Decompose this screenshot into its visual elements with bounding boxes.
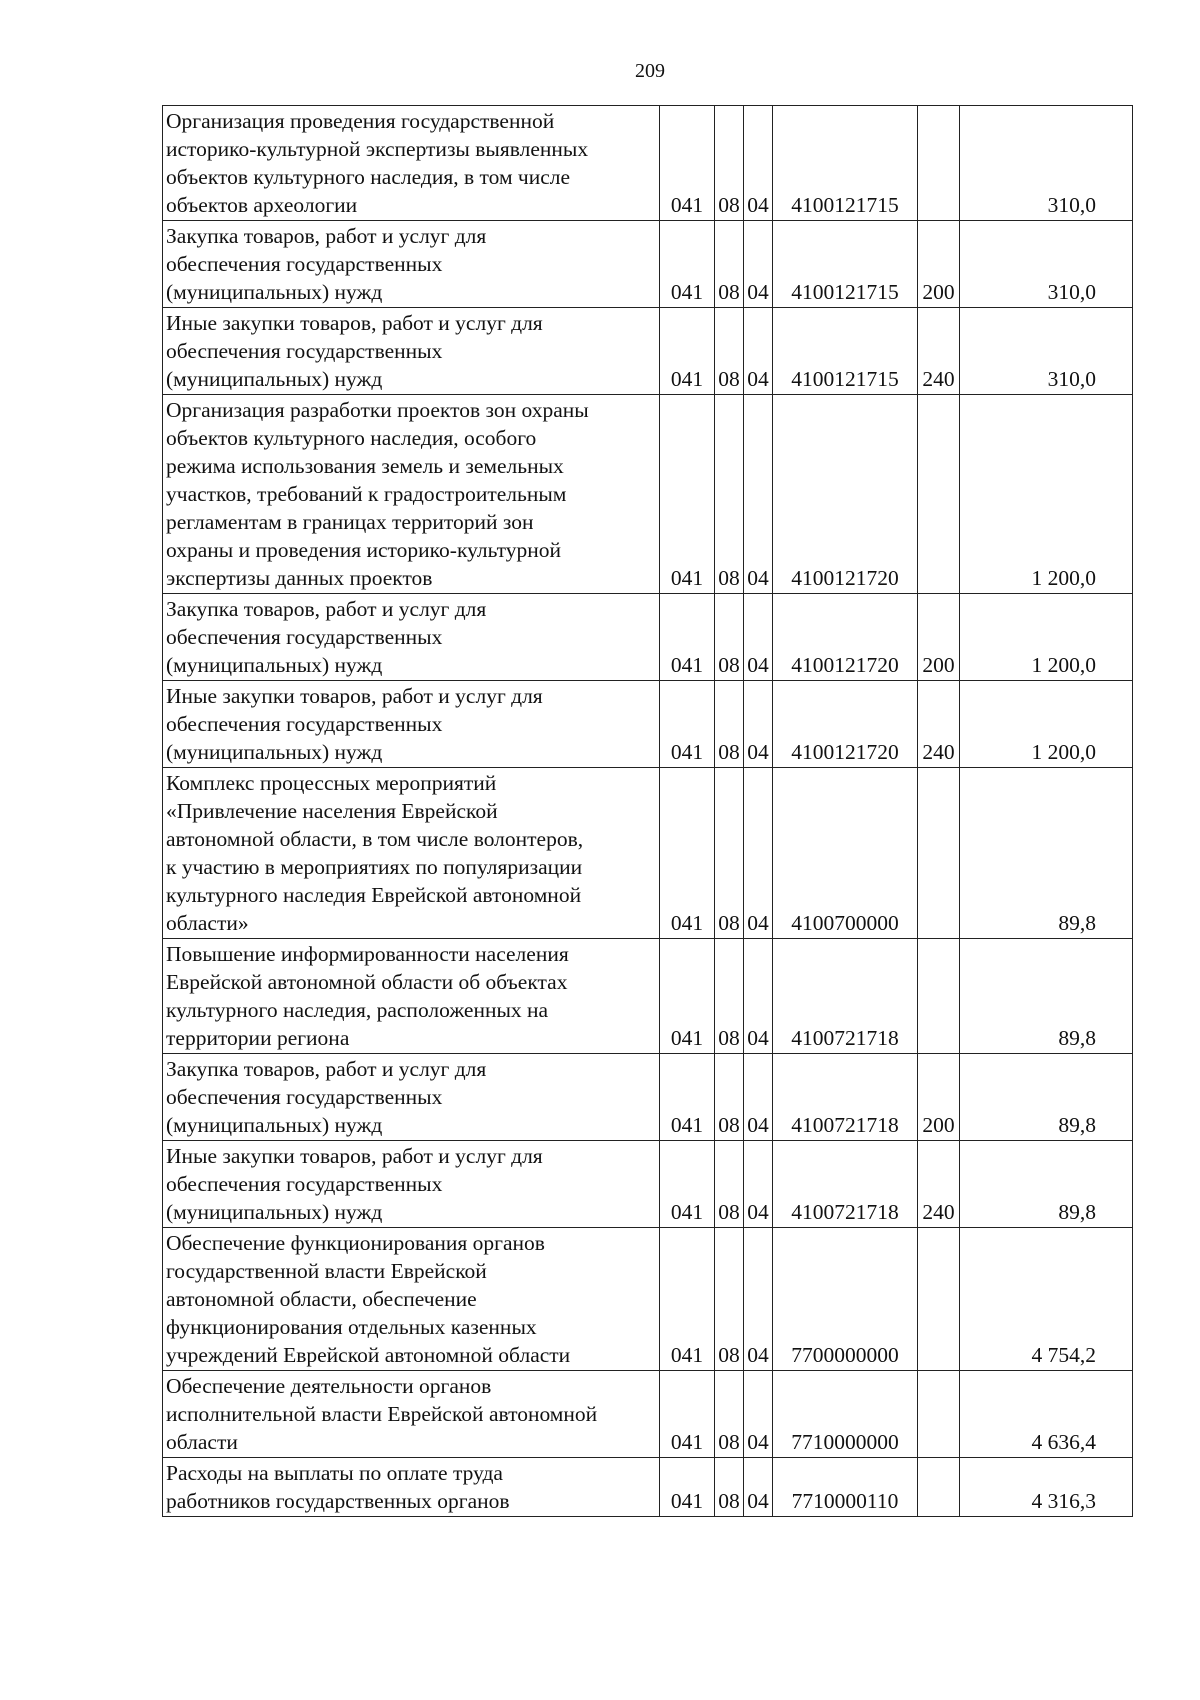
target-article-code: 4100721718: [773, 939, 918, 1054]
subsection-code: 04: [744, 221, 773, 308]
department-code: 041: [660, 221, 715, 308]
section-code: 08: [715, 681, 744, 768]
department-code: 041: [660, 939, 715, 1054]
expense-name-line: историко-культурной экспертизы выявленных: [166, 137, 589, 161]
department-code: 041: [660, 594, 715, 681]
subsection-code: 04: [744, 939, 773, 1054]
expense-name-line: исполнительной власти Еврейской автономной: [166, 1402, 598, 1426]
expense-name-line: Закупка товаров, работ и услуг для: [166, 224, 487, 248]
target-article-code: 4100121720: [773, 395, 918, 594]
target-article-code: 4100121720: [773, 681, 918, 768]
table-row: [163, 939, 1133, 1054]
expense-name: [163, 768, 660, 939]
expense-type-code: 200: [918, 594, 960, 681]
expense-name-line: Иные закупки товаров, работ и услуг для: [166, 311, 543, 335]
department-code: 041: [660, 1371, 715, 1458]
expense-name-line: обеспечения государственных: [166, 712, 443, 736]
expense-name-line: экспертизы данных проектов: [166, 566, 433, 590]
amount: 1 200,0: [960, 594, 1133, 681]
target-article-code: 4100121715: [773, 308, 918, 395]
department-code: 041: [660, 395, 715, 594]
expense-name-line: работников государственных органов: [166, 1489, 510, 1513]
expense-name-line: (муниципальных) нужд: [166, 740, 383, 764]
table-row: [163, 681, 1133, 768]
expense-name-line: учреждений Еврейской автономной области: [166, 1343, 571, 1367]
amount: 310,0: [960, 106, 1133, 221]
subsection-code: 04: [744, 1228, 773, 1371]
section-code: 08: [715, 395, 744, 594]
expense-name-line: автономной области, в том числе волонтеров,: [166, 827, 584, 851]
expense-name-line: объектов культурного наследия, в том числе: [166, 165, 571, 189]
expense-name-line: Расходы на выплаты по оплате труда: [166, 1461, 503, 1485]
department-code: 041: [660, 1458, 715, 1517]
expense-name-line: режима использования земель и земельных: [166, 454, 564, 478]
expense-name-line: Иные закупки товаров, работ и услуг для: [166, 1144, 543, 1168]
expense-name: [163, 681, 660, 768]
expense-name-line: области: [166, 1430, 238, 1454]
expense-name: [163, 1371, 660, 1458]
subsection-code: 04: [744, 1141, 773, 1228]
expense-name: [163, 1054, 660, 1141]
page-number: 209: [635, 60, 665, 82]
expense-type-code: 240: [918, 308, 960, 395]
target-article-code: 7710000110: [773, 1458, 918, 1517]
target-article-code: 7700000000: [773, 1228, 918, 1371]
table-row: [163, 1458, 1133, 1517]
expense-name: [163, 395, 660, 594]
expense-type-code: [918, 1228, 960, 1371]
table-row: [163, 768, 1133, 939]
expense-name-line: обеспечения государственных: [166, 339, 443, 363]
expense-name-line: области»: [166, 911, 249, 935]
table-row: [163, 594, 1133, 681]
department-code: 041: [660, 1141, 715, 1228]
expense-type-code: 200: [918, 221, 960, 308]
expense-type-code: 200: [918, 1054, 960, 1141]
subsection-code: 04: [744, 106, 773, 221]
table-row: [163, 395, 1133, 594]
amount: 4 636,4: [960, 1371, 1133, 1458]
amount: 310,0: [960, 308, 1133, 395]
section-code: 08: [715, 1141, 744, 1228]
target-article-code: 4100721718: [773, 1054, 918, 1141]
expense-type-code: [918, 1458, 960, 1517]
target-article-code: 7710000000: [773, 1371, 918, 1458]
amount: 1 200,0: [960, 395, 1133, 594]
amount: 1 200,0: [960, 681, 1133, 768]
expense-name-line: Организация разработки проектов зон охраны: [166, 398, 589, 422]
expense-name-line: территории региона: [166, 1026, 350, 1050]
expense-name-line: (муниципальных) нужд: [166, 1200, 383, 1224]
expense-name: [163, 939, 660, 1054]
section-code: 08: [715, 939, 744, 1054]
expense-name: [163, 106, 660, 221]
budget-table: [162, 105, 1133, 1517]
section-code: 08: [715, 594, 744, 681]
amount: 89,8: [960, 1054, 1133, 1141]
amount: 4 316,3: [960, 1458, 1133, 1517]
expense-name-line: Закупка товаров, работ и услуг для: [166, 1057, 487, 1081]
expense-name-line: Обеспечение функционирования органов: [166, 1231, 545, 1255]
department-code: 041: [660, 681, 715, 768]
department-code: 041: [660, 308, 715, 395]
section-code: 08: [715, 1371, 744, 1458]
section-code: 08: [715, 221, 744, 308]
table-row: [163, 1141, 1133, 1228]
amount: 310,0: [960, 221, 1133, 308]
amount: 89,8: [960, 939, 1133, 1054]
expense-type-code: [918, 395, 960, 594]
expense-name-line: объектов культурного наследия, особого: [166, 426, 537, 450]
expense-name-line: (муниципальных) нужд: [166, 653, 383, 677]
section-code: 08: [715, 106, 744, 221]
expense-name-line: Повышение информированности населения: [166, 942, 569, 966]
expense-name-line: функционирования отдельных казенных: [166, 1315, 537, 1339]
expense-type-code: [918, 106, 960, 221]
target-article-code: 4100721718: [773, 1141, 918, 1228]
expense-name-line: (муниципальных) нужд: [166, 280, 383, 304]
amount: 89,8: [960, 1141, 1133, 1228]
expense-name-line: Организация проведения государственной: [166, 109, 555, 133]
expense-name-line: культурного наследия Еврейской автономной: [166, 883, 582, 907]
target-article-code: 4100121715: [773, 106, 918, 221]
subsection-code: 04: [744, 768, 773, 939]
expense-name: [163, 308, 660, 395]
expense-type-code: 240: [918, 1141, 960, 1228]
section-code: 08: [715, 768, 744, 939]
table-row: [163, 106, 1133, 221]
expense-name-line: объектов археологии: [166, 193, 358, 217]
department-code: 041: [660, 106, 715, 221]
expense-name-line: автономной области, обеспечение: [166, 1287, 477, 1311]
expense-name: [163, 1458, 660, 1517]
expense-name-line: Обеспечение деятельности органов: [166, 1374, 492, 1398]
subsection-code: 04: [744, 681, 773, 768]
expense-name-line: (муниципальных) нужд: [166, 1113, 383, 1137]
subsection-code: 04: [744, 1054, 773, 1141]
department-code: 041: [660, 1054, 715, 1141]
table-row: [163, 1371, 1133, 1458]
target-article-code: 4100121715: [773, 221, 918, 308]
section-code: 08: [715, 1458, 744, 1517]
expense-name-line: обеспечения государственных: [166, 252, 443, 276]
amount: 4 754,2: [960, 1228, 1133, 1371]
expense-type-code: [918, 768, 960, 939]
department-code: 041: [660, 768, 715, 939]
table-row: [163, 308, 1133, 395]
table-row: [163, 221, 1133, 308]
table-row: [163, 1228, 1133, 1371]
expense-type-code: [918, 1371, 960, 1458]
subsection-code: 04: [744, 308, 773, 395]
expense-name-line: участков, требований к градостроительным: [166, 482, 567, 506]
expense-name-line: регламентам в границах территорий зон: [166, 510, 534, 534]
expense-name-line: культурного наследия, расположенных на: [166, 998, 549, 1022]
subsection-code: 04: [744, 395, 773, 594]
department-code: 041: [660, 1228, 715, 1371]
expense-name-line: государственной власти Еврейской: [166, 1259, 487, 1283]
expense-name: [163, 594, 660, 681]
expense-name: [163, 1141, 660, 1228]
expense-name-line: обеспечения государственных: [166, 1085, 443, 1109]
expense-name-line: к участию в мероприятиях по популяризации: [166, 855, 583, 879]
expense-name-line: «Привлечение населения Еврейской: [166, 799, 498, 823]
subsection-code: 04: [744, 594, 773, 681]
table-body: [163, 106, 1133, 1517]
expense-name-line: (муниципальных) нужд: [166, 367, 383, 391]
target-article-code: 4100121720: [773, 594, 918, 681]
section-code: 08: [715, 1228, 744, 1371]
expense-name-line: Иные закупки товаров, работ и услуг для: [166, 684, 543, 708]
expense-type-code: 240: [918, 681, 960, 768]
section-code: 08: [715, 1054, 744, 1141]
amount: 89,8: [960, 768, 1133, 939]
expense-name-line: Еврейской автономной области об объектах: [166, 970, 568, 994]
expense-name-line: Закупка товаров, работ и услуг для: [166, 597, 487, 621]
expense-name: [163, 221, 660, 308]
expense-name-line: обеспечения государственных: [166, 625, 443, 649]
subsection-code: 04: [744, 1458, 773, 1517]
table-row: [163, 1054, 1133, 1141]
expense-name-line: Комплекс процессных мероприятий: [166, 771, 497, 795]
expense-type-code: [918, 939, 960, 1054]
subsection-code: 04: [744, 1371, 773, 1458]
target-article-code: 4100700000: [773, 768, 918, 939]
expense-name: [163, 1228, 660, 1371]
expense-name-line: охраны и проведения историко-культурной: [166, 538, 561, 562]
expense-name-line: обеспечения государственных: [166, 1172, 443, 1196]
section-code: 08: [715, 308, 744, 395]
